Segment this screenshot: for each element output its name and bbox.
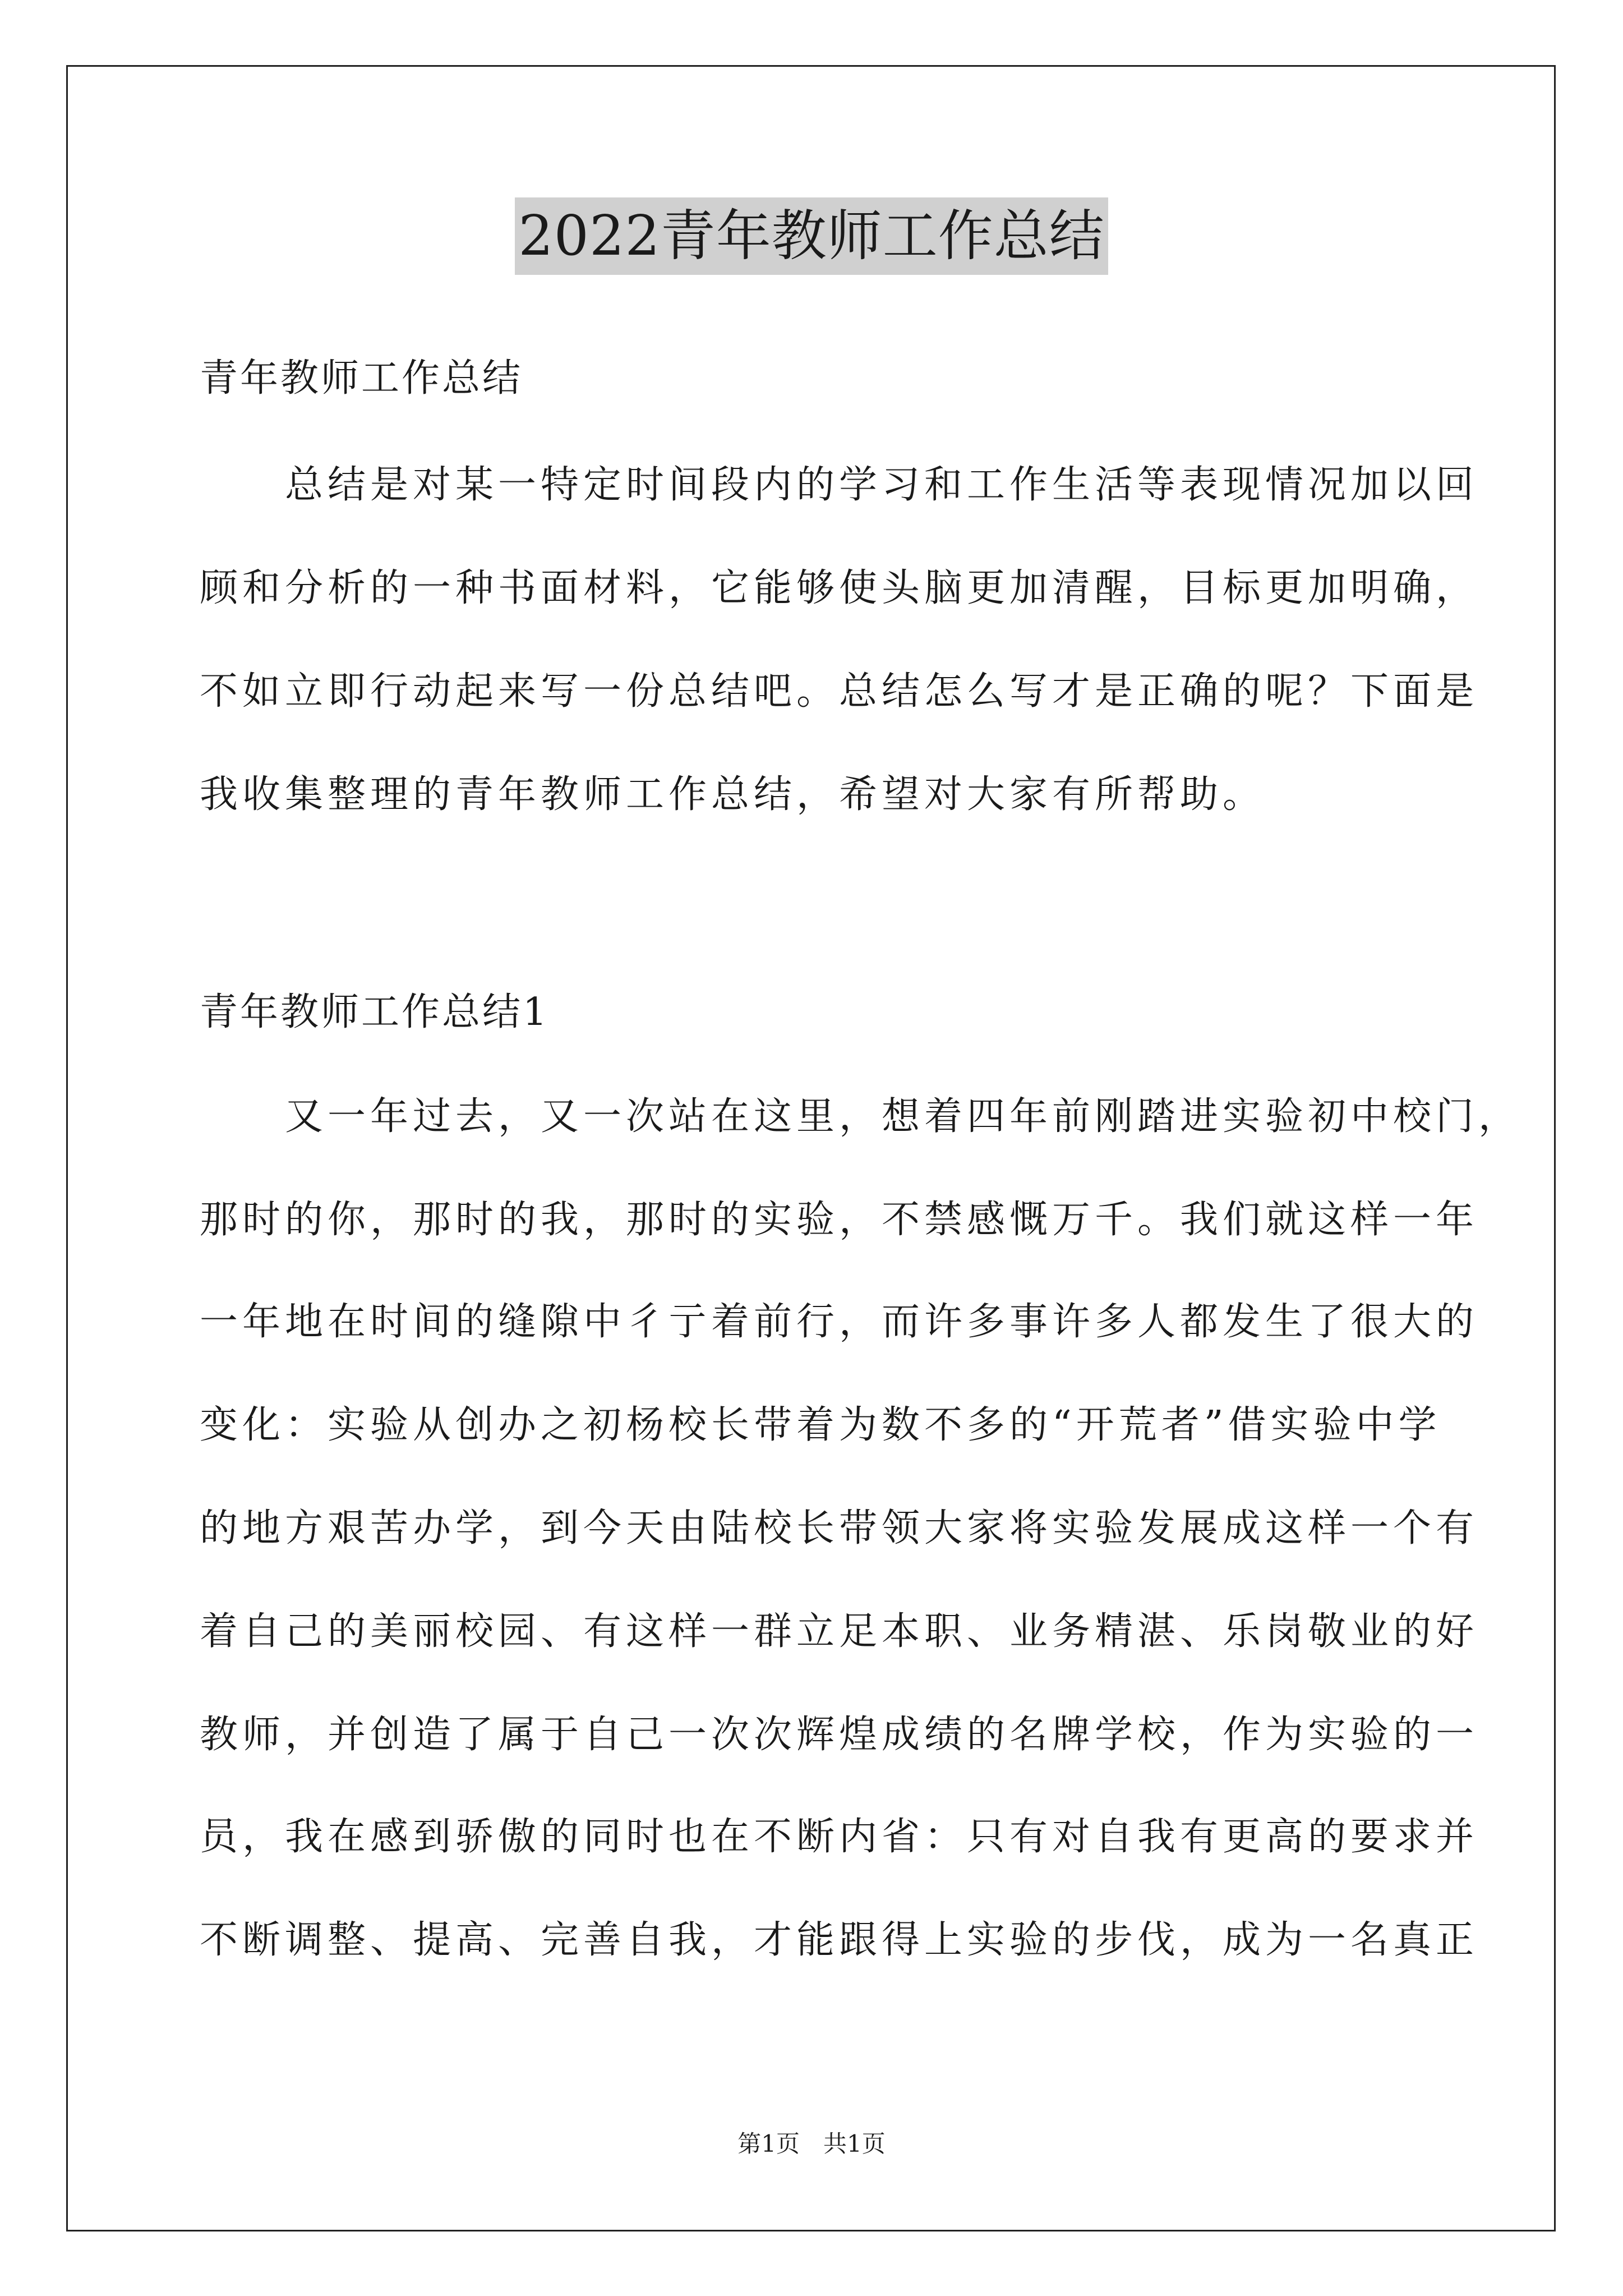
text-line: 着自己的美丽校园、有这样一群立足本职、业务精湛、乐岗敬业的好 [200, 1609, 1479, 1654]
text-line: 变化：实验从创办之初杨校长带着为数不多的“开荒者”借实验中学 [200, 1403, 1441, 1447]
text-line: 总结是对某一特定时间段内的学习和工作生活等表现情况加以回 [200, 463, 1479, 507]
section-heading-1: 青年教师工作总结1 [200, 990, 550, 1034]
text-line: 又一年过去，又一次站在这里，想着四年前刚踏进实验初中校门， [200, 1094, 1521, 1139]
text-line: 不断调整、提高、完善自我，才能跟得上实验的步伐，成为一名真正 [200, 1918, 1479, 1962]
document-title: 2022青年教师工作总结 [515, 197, 1108, 275]
title-container [0, 197, 1623, 275]
text-line: 顾和分析的一种书面材料，它能够使头脑更加清醒，目标更加明确， [200, 566, 1479, 610]
text-line: 不如立即行动起来写一份总结吧。总结怎么写才是正确的呢？下面是 [200, 669, 1479, 714]
text-line: 的地方艰苦办学，到今天由陆校长带领大家将实验发展成这样一个有 [200, 1506, 1479, 1550]
text-line: 员，我在感到骄傲的同时也在不断内省：只有对自我有更高的要求并 [200, 1815, 1479, 1859]
text-line: 我收集整理的青年教师工作总结，希望对大家有所帮助。 [200, 772, 1266, 817]
text-line: 教师，并创造了属于自己一次次辉煌成绩的名牌学校，作为实验的一 [200, 1713, 1479, 1757]
text-line: 那时的你，那时的我，那时的实验，不禁感慨万千。我们就这样一年 [200, 1198, 1479, 1242]
page-footer: 第1页 共1页 [737, 2130, 886, 2157]
text-line: 一年地在时间的缝隙中彳亍着前行，而许多事许多人都发生了很大的 [200, 1300, 1479, 1344]
section-heading-intro: 青年教师工作总结 [200, 356, 523, 401]
